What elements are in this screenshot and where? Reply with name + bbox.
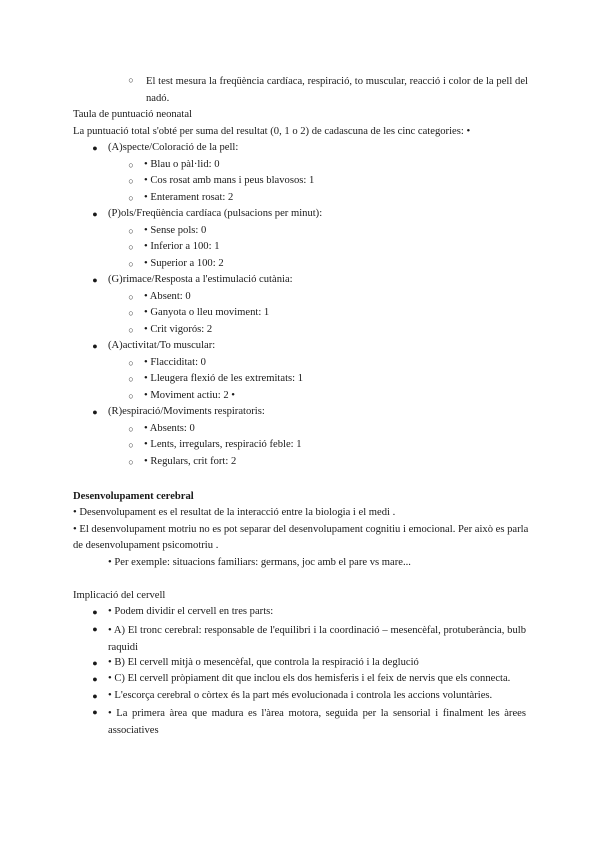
brain-item: • L'escorça cerebral o còrtex és la part més evolucionada i controla les accions voluntàries. bbox=[108, 690, 493, 701]
circle-bullet-icon: ○ bbox=[128, 440, 134, 450]
category-label: (A)specte/Coloració de la pell: bbox=[108, 142, 239, 153]
category-item: • Sense pols: 0 bbox=[144, 225, 207, 236]
circle-bullet-icon: ○ bbox=[128, 226, 134, 236]
circle-bullet-icon: ○ bbox=[128, 259, 134, 269]
category-item: • Ganyota o lleu moviment: 1 bbox=[144, 307, 270, 318]
category-item: • Regulars, crit fort: 2 bbox=[144, 456, 237, 467]
brain-item: • B) El cervell mitjà o mesencèfal, que controla la respiració i la deglució bbox=[108, 657, 419, 668]
disc-bullet-icon: ● bbox=[92, 658, 98, 668]
development-heading: Desenvolupament cerebral bbox=[73, 491, 194, 502]
category-item: • Absent: 0 bbox=[144, 291, 191, 302]
disc-bullet-icon: ● bbox=[92, 275, 98, 285]
category-item: • Cos rosat amb mans i peus blavosos: 1 bbox=[144, 175, 315, 186]
disc-bullet-icon: ● bbox=[92, 707, 98, 717]
category-label: (G)rimace/Resposta a l'estimulació cutània: bbox=[108, 274, 293, 285]
circle-bullet-icon: ○ bbox=[128, 424, 134, 434]
category-item: • Inferior a 100: 1 bbox=[144, 241, 220, 252]
circle-bullet-icon: ○ bbox=[128, 75, 134, 85]
disc-bullet-icon: ● bbox=[92, 691, 98, 701]
disc-bullet-icon: ● bbox=[92, 624, 98, 634]
development-paragraph: • El desenvolupament motriu no es pot separar del desenvolupament cognitiu i emocional. Per això es parla bbox=[73, 524, 529, 535]
development-paragraph: • Desenvolupament es el resultat de la interacció entre la biologia i el medi . bbox=[73, 507, 396, 518]
disc-bullet-icon: ● bbox=[92, 143, 98, 153]
brain-item: • La primera àrea que madura es l'àrea motora, seguida per la sensorial i finalment les àrees associatives bbox=[108, 708, 526, 736]
category-item: • Superior a 100: 2 bbox=[144, 258, 224, 269]
brain-heading: Implicació del cervell bbox=[73, 590, 166, 601]
circle-bullet-icon: ○ bbox=[128, 193, 134, 203]
disc-bullet-icon: ● bbox=[92, 607, 98, 617]
category-item: • Crit vigorós: 2 bbox=[144, 324, 213, 335]
development-paragraph: de desenvolupament psicomotriu . bbox=[73, 540, 219, 551]
circle-bullet-icon: ○ bbox=[128, 457, 134, 467]
category-label: (R)espiració/Moviments respiratoris: bbox=[108, 406, 265, 417]
category-label: (A)activitat/To muscular: bbox=[108, 340, 216, 351]
circle-bullet-icon: ○ bbox=[128, 292, 134, 302]
disc-bullet-icon: ● bbox=[92, 209, 98, 219]
category-item: • Blau o pàl·lid: 0 bbox=[144, 159, 220, 170]
apgar-title: Taula de puntuació neonatal bbox=[73, 109, 192, 120]
circle-bullet-icon: ○ bbox=[128, 391, 134, 401]
category-item: • Absents: 0 bbox=[144, 423, 195, 434]
disc-bullet-icon: ● bbox=[92, 407, 98, 417]
disc-bullet-icon: ● bbox=[92, 341, 98, 351]
circle-bullet-icon: ○ bbox=[128, 160, 134, 170]
category-item: • Flacciditat: 0 bbox=[144, 357, 206, 368]
disc-bullet-icon: ● bbox=[92, 674, 98, 684]
brain-item: • Podem dividir el cervell en tres parts: bbox=[108, 606, 274, 617]
brain-item: • C) El cervell pròpiament dit que inclou els dos hemisferis i el feix de nervis que els connecta. bbox=[108, 673, 511, 684]
development-example: • Per exemple: situacions familiars: germans, joc amb el pare vs mare... bbox=[108, 557, 411, 568]
circle-bullet-icon: ○ bbox=[128, 374, 134, 384]
apgar-intro: La puntuació total s'obté per suma del resultat (0, 1 o 2) de cadascuna de les cinc categories: • bbox=[73, 126, 471, 137]
category-item: • Moviment actiu: 2 • bbox=[144, 390, 235, 401]
category-label: (P)ols/Freqüència cardíaca (pulsacions per minut): bbox=[108, 208, 323, 219]
circle-bullet-icon: ○ bbox=[128, 308, 134, 318]
category-item: • Lleugera flexió de les extremitats: 1 bbox=[144, 373, 304, 384]
circle-bullet-icon: ○ bbox=[128, 176, 134, 186]
category-item: • Lents, irregulars, respiració feble: 1 bbox=[144, 439, 302, 450]
circle-bullet-icon: ○ bbox=[128, 325, 134, 335]
brain-item: • A) El tronc cerebral: responsable de l'equilibri i la coordinació – mesencèfal, protuberància, bulb raquidi bbox=[108, 625, 526, 653]
intro-bullet-text: El test mesura la freqüència cardíaca, respiració, to muscular, reacció i color de la pell del nadó. bbox=[146, 76, 528, 104]
category-item: • Enterament rosat: 2 bbox=[144, 192, 234, 203]
circle-bullet-icon: ○ bbox=[128, 242, 134, 252]
circle-bullet-icon: ○ bbox=[128, 358, 134, 368]
